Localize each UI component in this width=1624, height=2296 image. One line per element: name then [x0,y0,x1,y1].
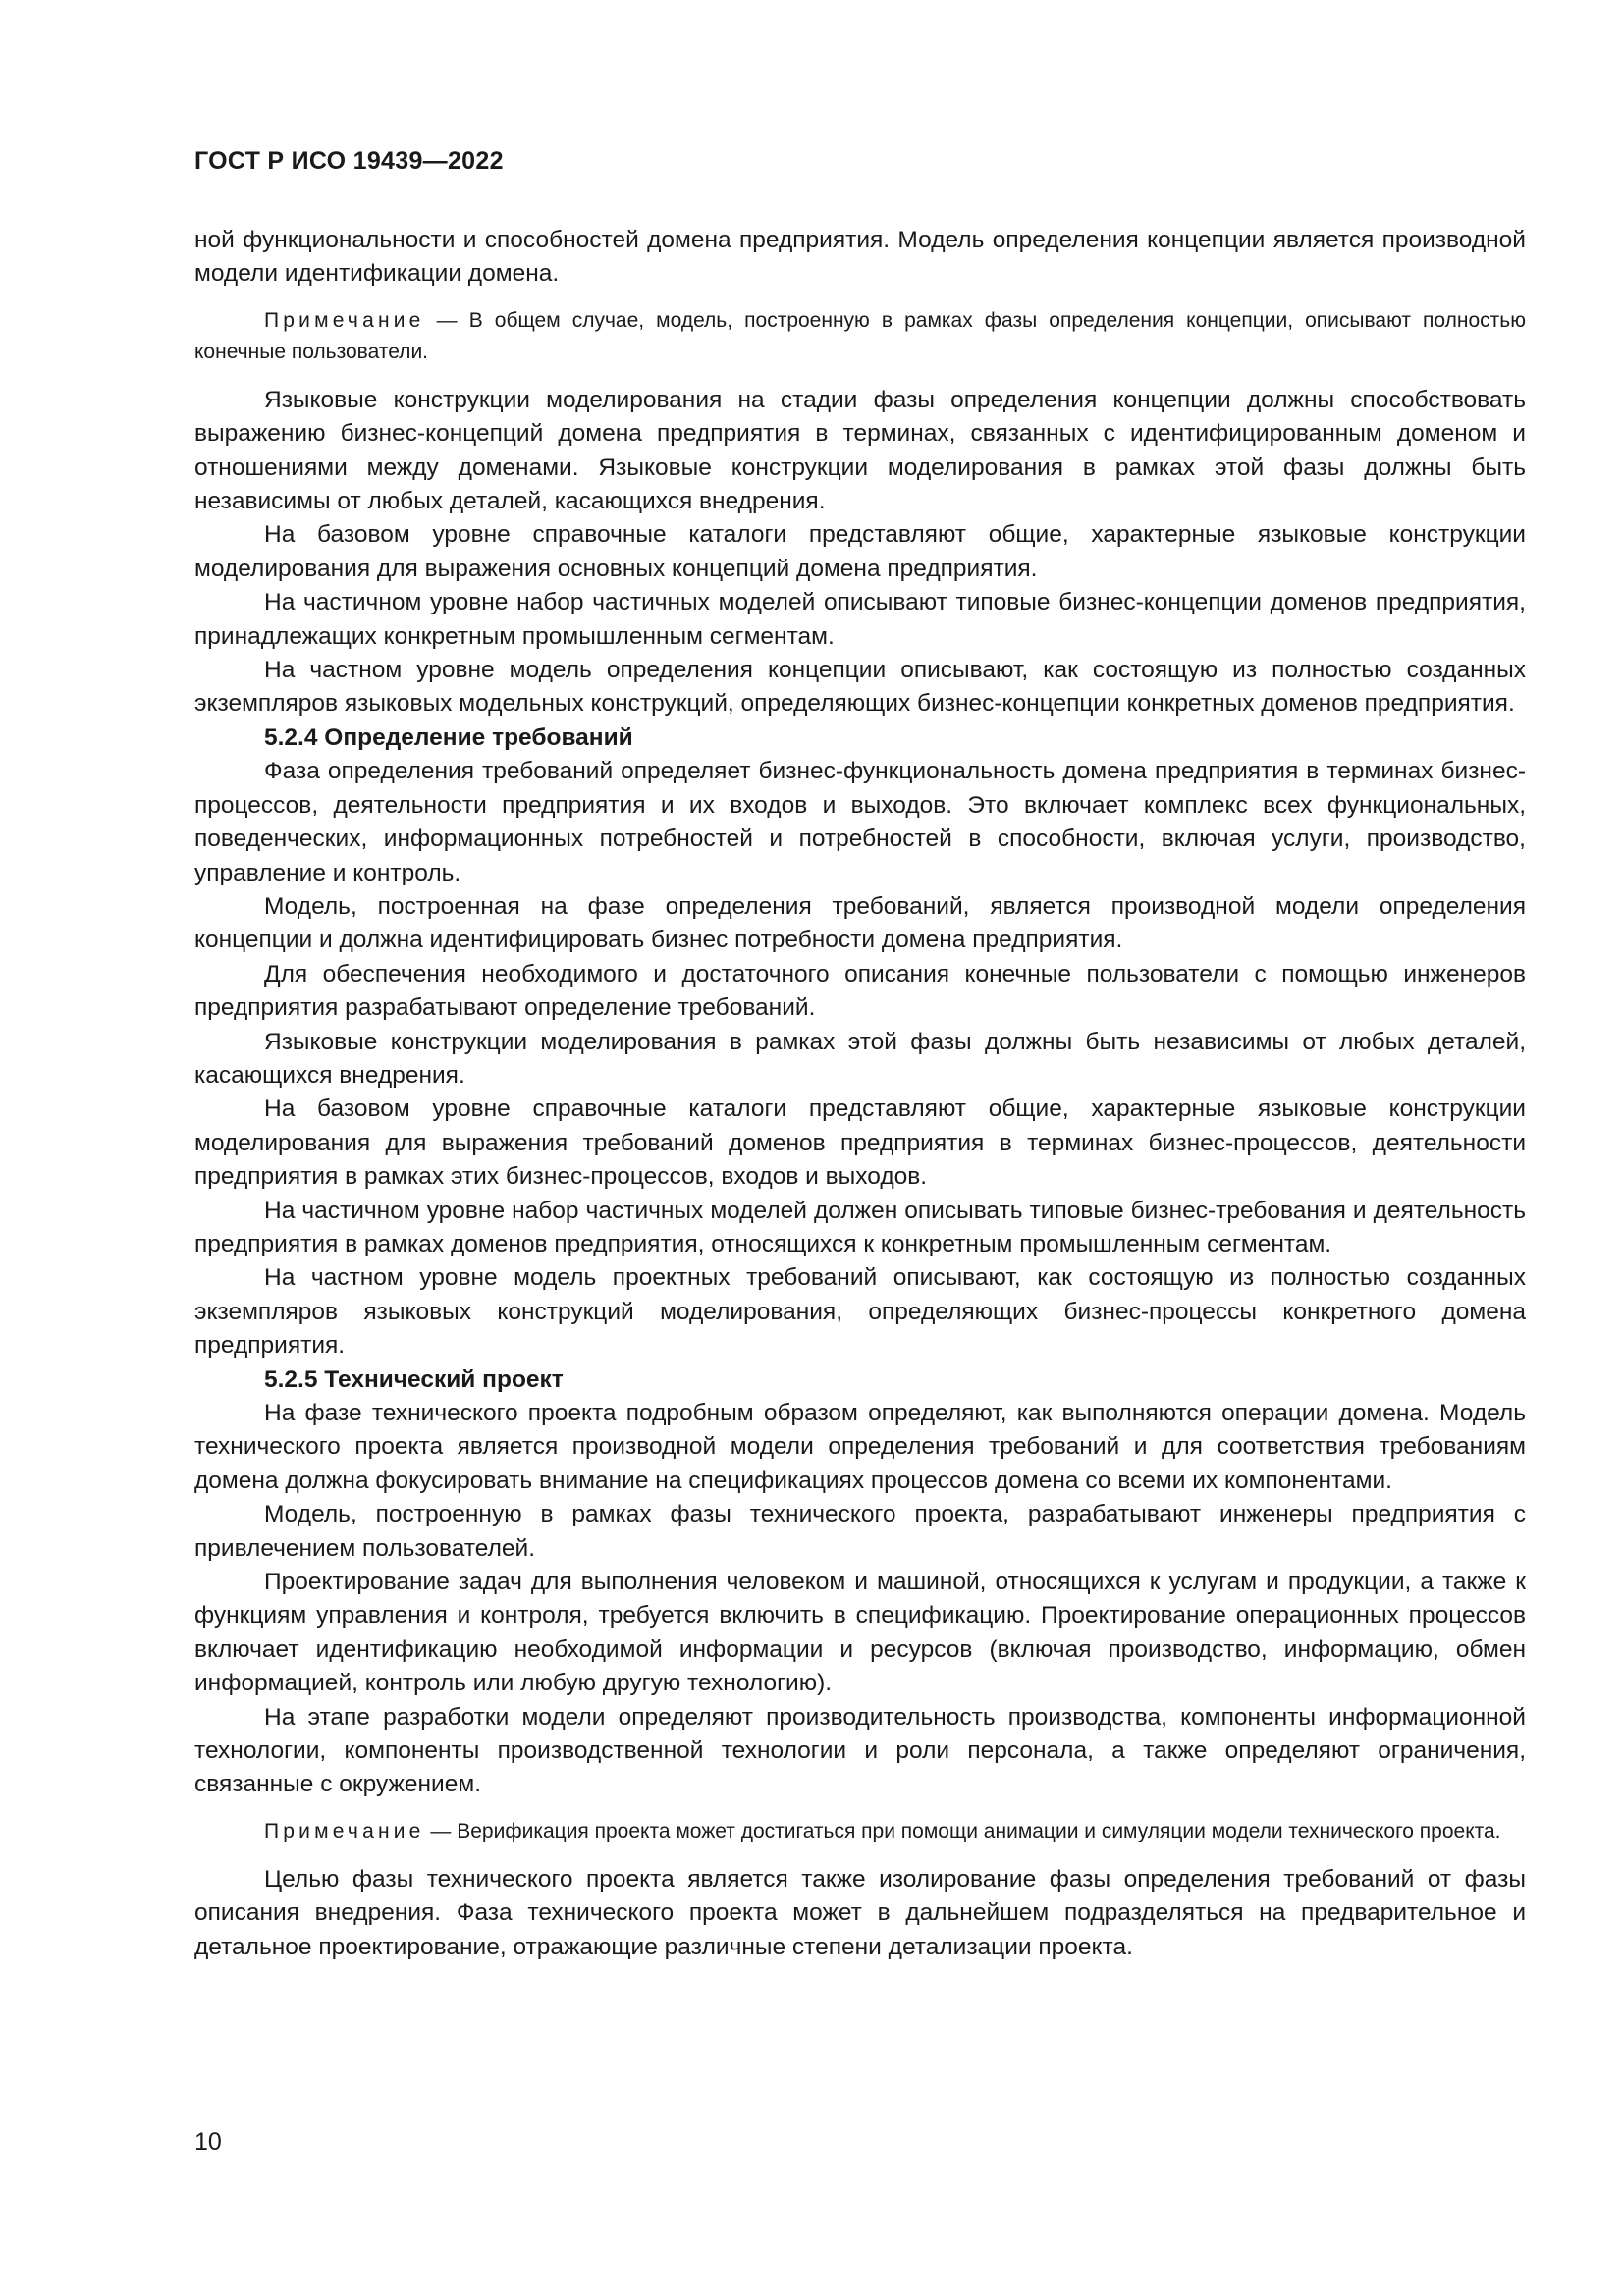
paragraph: На этапе разработки модели определяют производительность производства, компоненты информационной технологии, компоненты производственной технологии и роли персонала, а также определяют ограничения, связанные с окружением. [194,1703,1526,1798]
note-label: Примечание [264,308,425,332]
paragraph: На базовом уровне справочные каталоги представляют общие, характерные языковые конструкции моделирования для выражения требований доменов предприятия в терминах бизнес-процессов, деятельности предприятия в рамках этих бизнес-процессов, входов и выходов. [194,1095,1526,1191]
paragraph: Фаза определения требований определяет бизнес-функциональность домена предприятия в терминах бизнес-процессов, деятельности предприятия и их входов и выходов. Это включает комплекс всех функциональных, поведенческих, информационных потребностей и потребностей в способности, включая услуги, производство, управление и контроль. [194,758,1526,886]
page-number: 10 [194,2128,222,2156]
section-heading-5-2-5: 5.2.5 Технический проект [264,1365,564,1393]
paragraph: Языковые конструкции моделирования на стадии фазы определения концепции должны способствовать выражению бизнес-концепций домена предприятия в терминах, связанных с идентифицированным доменом и отношениями между доменами. Языковые конструкции моделирования в рамках этой фазы должны быть независимы от любых деталей, касающихся внедрения. [194,386,1526,515]
paragraph: На частном уровне модель проектных требований описывают, как состоящую из полностью созданных экземпляров языковых конструкций моделирования, определяющих бизнес-процессы конкретного домена предприятия. [194,1264,1526,1360]
paragraph: ной функциональности и способностей домена предприятия. Модель определения концепции является производной модели идентификации домена. [194,227,1526,288]
note-text: — В общем случае, модель, построенную в рамках фазы определения концепции, описывают полностью конечные пользователи. [194,308,1526,363]
paragraph: Целью фазы технического проекта является также изолирование фазы определения требований от фазы описания внедрения. Фаза технического проекта может в дальнейшем подразделяться на предварительное и детальное проектирование, отражающие различные степени детализации проекта. [194,1865,1526,1960]
paragraph: На частичном уровне набор частичных моделей описывают типовые бизнес-концепции доменов предприятия, принадлежащих конкретным промышленным сегментам. [194,589,1526,650]
paragraph: На частном уровне модель определения концепции описывают, как состоящую из полностью созданных экземпляров языковых модельных конструкций, определяющих бизнес-концепции конкретных доменов предприятия. [194,657,1526,718]
document-body [194,224,1526,1964]
note-text: — Верификация проекта может достигаться при помощи анимации и симуляции модели технического проекта. [424,1819,1501,1842]
note [194,1816,1526,1847]
paragraph: Проектирование задач для выполнения человеком и машиной, относящихся к услугам и продукции, а также к функциям управления и контроля, требуется включить в спецификацию. Проектирование операционных процессов включает идентификацию необходимой информации и ресурсов (включая производство, информацию, обмен информацией, контроль или любую другую технологию). [194,1569,1526,1697]
paragraph: На фазе технического проекта подробным образом определяют, как выполняются операции домена. Модель технического проекта является производной модели определения требований и для соответствия требованиям домена должна фокусировать внимание на спецификациях процессов домена со всеми их компонентами. [194,1400,1526,1494]
paragraph: Модель, построенная на фазе определения требований, является производной модели определения концепции и должна идентифицировать бизнес потребности домена предприятия. [194,892,1526,954]
paragraph: Языковые конструкции моделирования в рамках этой фазы должны быть независимы от любых деталей, касающихся внедрения. [194,1028,1526,1089]
section-heading-5-2-4: 5.2.4 Определение требований [264,723,633,751]
paragraph: Для обеспечения необходимого и достаточного описания конечные пользователи с помощью инженеров предприятия разрабатывают определение требований. [194,960,1526,1022]
note-label: Примечание [264,1819,425,1842]
document-header: ГОСТ Р ИСО 19439—2022 [194,147,504,175]
paragraph: Модель, построенную в рамках фазы технического проекта, разрабатывают инженеры предприятия с привлечением пользователей. [194,1501,1526,1562]
paragraph: На базовом уровне справочные каталоги представляют общие, характерные языковые конструкции моделирования для выражения основных концепций домена предприятия. [194,521,1526,582]
paragraph: На частичном уровне набор частичных моделей должен описывать типовые бизнес-требования и деятельность предприятия в рамках доменов предприятия, относящихся к конкретным промышленным сегментам. [194,1197,1526,1257]
note [194,305,1526,368]
